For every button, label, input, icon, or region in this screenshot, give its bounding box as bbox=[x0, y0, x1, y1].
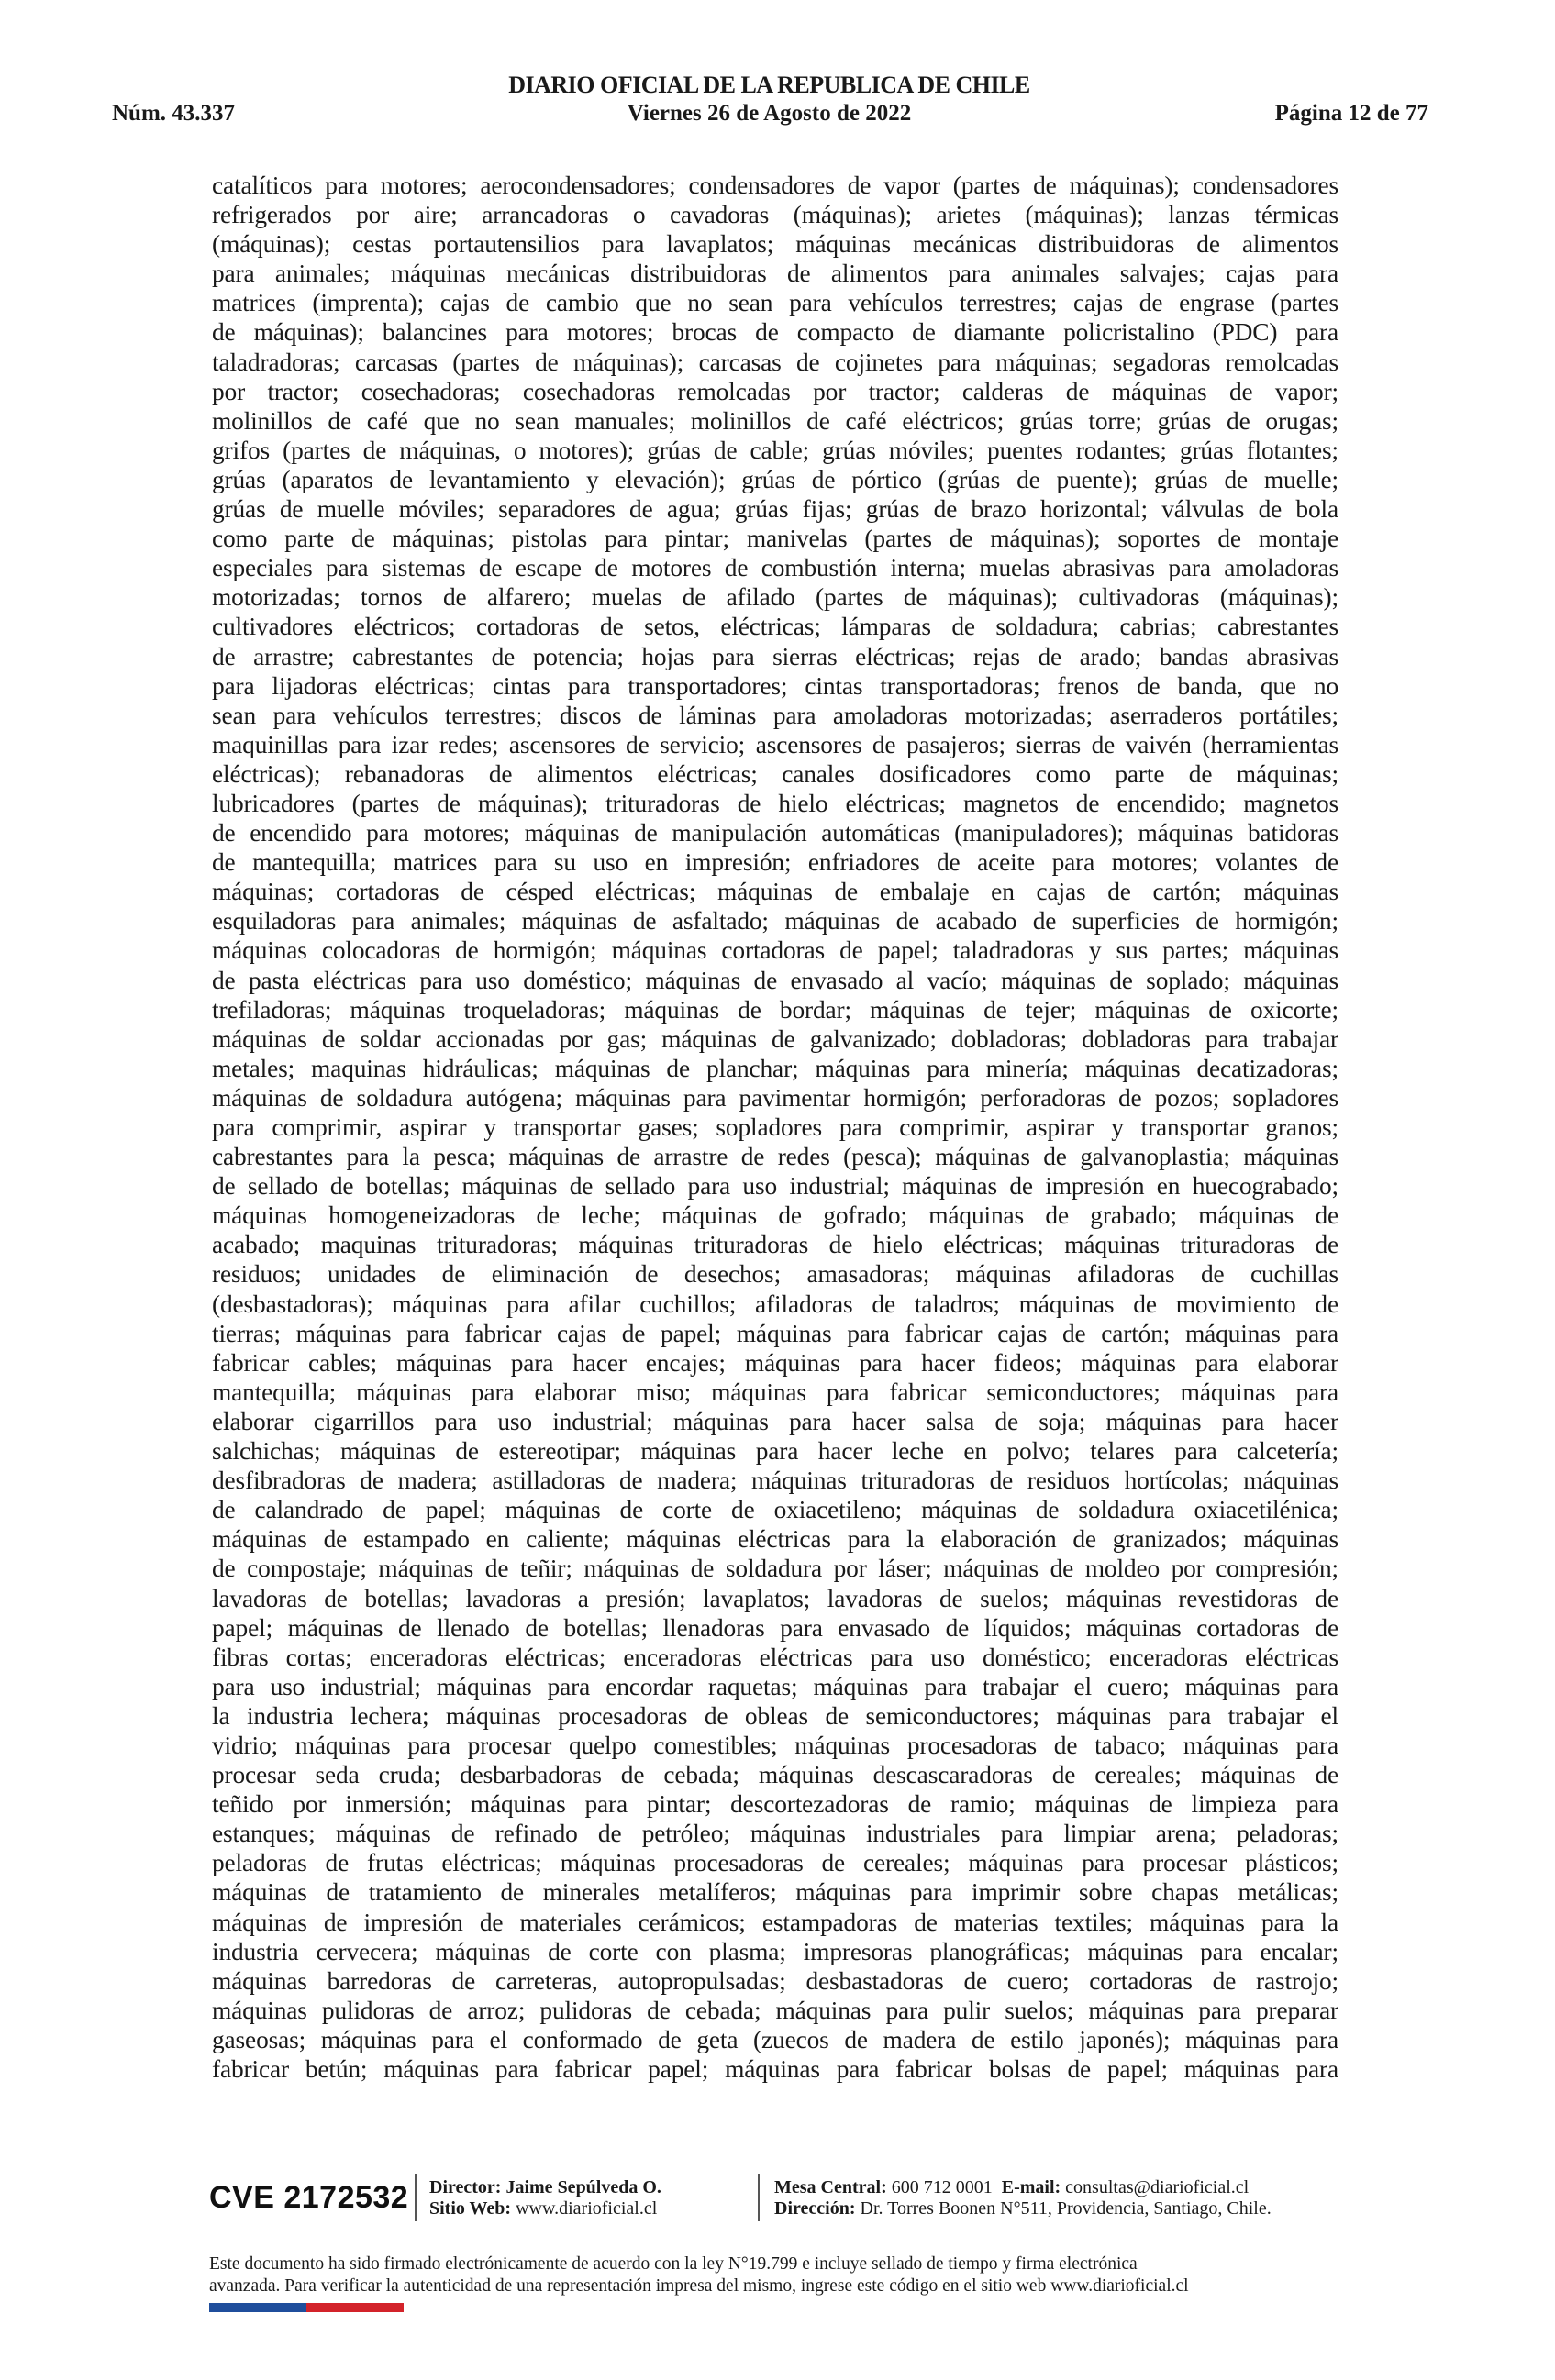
body-line: por tractor; cosechadoras; cosechadoras remolcadas por tractor; calderas de máquinas de vapor; bbox=[212, 377, 1338, 405]
body-line: catalíticos para motores; aerocondensadores; condensadores de vapor (partes de máquinas); condensadores bbox=[212, 172, 1338, 199]
cve-block bbox=[209, 2175, 408, 2219]
body-line: para animales; máquinas mecánicas distribuidoras de alimentos para animales salvajes; cajas para bbox=[212, 260, 1338, 288]
body-line: de máquinas); balancines para motores; brocas de compacto de diamante policristalino (PDC) para bbox=[212, 318, 1338, 347]
body-line: fibras cortas; enceradoras eléctricas; enceradoras eléctricas para uso doméstico; enceradoras eléctricas bbox=[212, 1643, 1338, 1671]
body-line: máquinas barredoras de carreteras, autopropulsadas; desbastadoras de cuero; cortadoras de rastrojo; bbox=[212, 1966, 1338, 1995]
body-line: grifos (partes de máquinas, o motores); grúas de cable; grúas móviles; puentes rodantes; grúas flotantes; bbox=[212, 436, 1338, 464]
body-line: máquinas colocadoras de hormigón; máquinas cortadoras de papel; taladradoras y sus partes; máquinas bbox=[212, 936, 1338, 965]
legal-line: avanzada. Para verificar la autenticidad de una representación impresa del mismo, ingrese este código en el sitio web www.diarioficial.cl bbox=[209, 2276, 1189, 2296]
body-line: sean para vehículos terrestres; discos de láminas para amoladoras motorizadas; aserraderos portátiles; bbox=[212, 701, 1338, 729]
flag-blue-segment bbox=[209, 2303, 306, 2312]
body-line: motorizadas; tornos de alfarero; muelas de afilado (partes de máquinas); cultivadoras (máquinas); bbox=[212, 583, 1338, 612]
flag-red-segment bbox=[306, 2303, 404, 2312]
body-line: vidrio; máquinas para procesar quelpo comestibles; máquinas procesadoras de tabaco; máquinas para bbox=[212, 1731, 1338, 1759]
body-line: elaborar cigarrillos para uso industrial; máquinas para hacer salsa de soja; máquinas para hacer bbox=[212, 1407, 1338, 1435]
body-line: de calandrado de papel; máquinas de corte de oxiacetileno; máquinas de soldadura oxiacetilénica; bbox=[212, 1496, 1338, 1524]
body-line: salchichas; máquinas de estereotipar; máquinas para hacer leche en polvo; telares para calcetería; bbox=[212, 1437, 1338, 1466]
body-line: de encendido para motores; máquinas de manipulación automáticas (manipuladores); máquinas batidoras bbox=[212, 819, 1338, 847]
body-line: de arrastre; cabrestantes de potencia; hojas para sierras eléctricas; rejas de arado; bandas abrasivas bbox=[212, 642, 1338, 670]
body-line: taladradoras; carcasas (partes de máquinas); carcasas de cojinetes para máquinas; segadoras remolcadas bbox=[212, 348, 1338, 376]
phone-number: 600 712 0001 bbox=[891, 2177, 993, 2197]
body-line: procesar seda cruda; desbarbadoras de cebada; máquinas descascaradoras de cereales; máquinas de bbox=[212, 1761, 1338, 1789]
footer-separator bbox=[758, 2174, 760, 2221]
body-line: fabricar betún; máquinas para fabricar papel; máquinas para fabricar bolsas de papel; máquinas para bbox=[212, 2055, 1338, 2083]
body-line: máquinas pulidoras de arroz; pulidoras de cebada; máquinas para pulir suelos; máquinas para preparar bbox=[212, 1996, 1338, 2024]
body-line: cabrestantes para la pesca; máquinas de arrastre de redes (pesca); máquinas de galvanoplastia; máquinas bbox=[212, 1143, 1338, 1171]
body-line: (desbastadoras); máquinas para afilar cuchillos; afiladoras de taladros; máquinas de movimiento de bbox=[212, 1290, 1338, 1318]
body-line: maquinillas para izar redes; ascensores de servicio; ascensores de pasajeros; sierras de vaivén (herramientas bbox=[212, 730, 1338, 758]
body-line: lubricadores (partes de máquinas); trituradoras de hielo eléctricas; magnetos de encendido; magnetos bbox=[212, 789, 1338, 817]
website-label: Sitio Web: bbox=[429, 2198, 512, 2219]
body-text bbox=[212, 171, 1338, 2084]
body-line: de sellado de botellas; máquinas de sellado para uso industrial; máquinas de impresión en huecograbado; bbox=[212, 1172, 1338, 1201]
body-line: para comprimir, aspirar y transportar gases; sopladores para comprimir, aspirar y transportar granos; bbox=[212, 1113, 1338, 1141]
email-label: E-mail: bbox=[1001, 2177, 1061, 2197]
body-line: trefiladoras; máquinas troqueladoras; máquinas de bordar; máquinas de tejer; máquinas de oxicorte; bbox=[212, 995, 1338, 1024]
body-line: esquiladoras para animales; máquinas de asfaltado; máquinas de acabado de superficies de hormigón; bbox=[212, 907, 1338, 935]
body-line: de pasta eléctricas para uso doméstico; máquinas de envasado al vacío; máquinas de soplado; máquinas bbox=[212, 966, 1338, 994]
cve-code: CVE 2172532 bbox=[209, 2179, 409, 2215]
body-line: teñido por inmersión; máquinas para pintar; descortezadoras de ramio; máquinas de limpieza para bbox=[212, 1790, 1338, 1819]
body-line: acabado; maquinas trituradoras; máquinas trituradoras de hielo eléctricas; máquinas trituradoras de bbox=[212, 1231, 1338, 1259]
body-line: molinillos de café que no sean manuales; molinillos de café eléctricos; grúas torre; grúas de orugas; bbox=[212, 406, 1338, 435]
issue-number: Núm. 43.337 bbox=[112, 101, 236, 126]
body-line: desfibradoras de madera; astilladoras de madera; máquinas trituradoras de residuos hortícolas; máquinas bbox=[212, 1467, 1338, 1495]
body-line: máquinas de soldar accionadas por gas; máquinas de galvanizado; dobladoras; dobladoras para trabajar bbox=[212, 1024, 1338, 1053]
body-line: máquinas homogeneizadoras de leche; máquinas de gofrado; máquinas de grabado; máquinas de bbox=[212, 1201, 1338, 1230]
website-link[interactable]: www.diarioficial.cl bbox=[516, 2198, 658, 2219]
body-line: peladoras de frutas eléctricas; máquinas procesadoras de cereales; máquinas para procesar plásticos; bbox=[212, 1849, 1338, 1877]
email-link[interactable]: consultas@diarioficial.cl bbox=[1065, 2177, 1250, 2197]
publication-date: Viernes 26 de Agosto de 2022 bbox=[627, 101, 912, 126]
publication-title: DIARIO OFICIAL DE LA REPUBLICA DE CHILE bbox=[508, 72, 1030, 98]
legal-line: Este documento ha sido firmado electrónicamente de acuerdo con la ley N°19.799 e incluye sellado de tiempo y firma electrónica bbox=[209, 2254, 1138, 2274]
body-line: industria cervecera; máquinas de corte con plasma; impresoras planográficas; máquinas para encalar; bbox=[212, 1937, 1338, 1965]
footer-separator bbox=[415, 2174, 417, 2221]
address: Dr. Torres Boonen N°511, Providencia, Santiago, Chile. bbox=[860, 2198, 1272, 2219]
body-line: de compostaje; máquinas de teñir; máquinas de soldadura por láser; máquinas de moldeo por compresión; bbox=[212, 1555, 1338, 1583]
body-line: como parte de máquinas; pistolas para pintar; manivelas (partes de máquinas); soportes de montaje bbox=[212, 525, 1338, 553]
body-line: eléctricas); rebanadoras de alimentos eléctricas; canales dosificadores como parte de máquinas; bbox=[212, 759, 1338, 788]
page-header bbox=[110, 72, 1428, 138]
body-line: máquinas de estampado en caliente; máquinas eléctricas para la elaboración de granizados; máquinas bbox=[212, 1525, 1338, 1554]
body-line: mantequilla; máquinas para elaborar miso; máquinas para fabricar semiconductores; máquinas para bbox=[212, 1378, 1338, 1406]
body-line: gaseosas; máquinas para el conformado de geta (zuecos de madera de estilo japonés); máquinas para bbox=[212, 2025, 1338, 2053]
body-line: refrigerados por aire; arrancadoras o cavadoras (máquinas); arietes (máquinas); lanzas térmicas bbox=[212, 201, 1338, 229]
director-name: Jaime Sepúlveda O. bbox=[505, 2177, 661, 2197]
body-line: la industria lechera; máquinas procesadoras de obleas de semiconductores; máquinas para trabajar el bbox=[212, 1701, 1338, 1730]
body-line: máquinas de soldadura autógena; máquinas para pavimentar hormigón; perforadoras de pozos; sopladores bbox=[212, 1083, 1338, 1112]
page-number: Página 12 de 77 bbox=[1274, 101, 1428, 126]
body-line: (máquinas); cestas portautensilios para lavaplatos; máquinas mecánicas distribuidoras de alimentos bbox=[212, 230, 1338, 259]
body-line: máquinas de impresión de materiales cerámicos; estampadoras de materias textiles; máquinas para la bbox=[212, 1908, 1338, 1936]
body-line: estanques; máquinas de refinado de petróleo; máquinas industriales para limpiar arena; peladoras; bbox=[212, 1820, 1338, 1848]
body-line: máquinas; cortadoras de césped eléctricas; máquinas de embalaje en cajas de cartón; máquinas bbox=[212, 878, 1338, 906]
address-label: Dirección: bbox=[774, 2198, 856, 2219]
contact-info bbox=[774, 2177, 1272, 2219]
body-line: grúas (aparatos de levantamiento y elevación); grúas de pórtico (grúas de puente); grúas de muelle; bbox=[212, 465, 1338, 493]
body-line: cultivadores eléctricos; cortadoras de setos, eléctricas; lámparas de soldadura; cabrias; cabrestantes bbox=[212, 613, 1338, 641]
director-label: Director: bbox=[429, 2177, 502, 2197]
body-line: fabricar cables; máquinas para hacer encajes; máquinas para hacer fideos; máquinas para elaborar bbox=[212, 1348, 1338, 1377]
body-line: para lijadoras eléctricas; cintas para transportadores; cintas transportadoras; frenos de banda, que no bbox=[212, 671, 1338, 700]
body-line: tierras; máquinas para fabricar cajas de papel; máquinas para fabricar cajas de cartón; máquinas para bbox=[212, 1319, 1338, 1347]
body-line: papel; máquinas de llenado de botellas; llenadoras para envasado de líquidos; máquinas cortadoras de bbox=[212, 1613, 1338, 1642]
body-line: lavadoras de botellas; lavadoras a presión; lavaplatos; lavadoras de suelos; máquinas revestidoras de bbox=[212, 1584, 1338, 1612]
body-line: para uso industrial; máquinas para encordar raquetas; máquinas para trabajar el cuero; máquinas para bbox=[212, 1672, 1338, 1700]
body-line: residuos; unidades de eliminación de desechos; amasadoras; máquinas afiladoras de cuchillas bbox=[212, 1260, 1338, 1289]
body-line: especiales para sistemas de escape de motores de combustión interna; muelas abrasivas para amoladoras bbox=[212, 554, 1338, 582]
body-line: grúas de muelle móviles; separadores de agua; grúas fijas; grúas de brazo horizontal; válvulas de bola bbox=[212, 495, 1338, 524]
flag-color-bar bbox=[209, 2303, 404, 2312]
director-info bbox=[429, 2177, 661, 2219]
phone-label: Mesa Central: bbox=[774, 2177, 887, 2197]
body-line: de mantequilla; matrices para su uso en impresión; enfriadores de aceite para motores; volantes de bbox=[212, 848, 1338, 877]
body-line: máquinas de tratamiento de minerales metalíferos; máquinas para imprimir sobre chapas metálicas; bbox=[212, 1878, 1338, 1907]
body-line: matrices (imprenta); cajas de cambio que no sean para vehículos terrestres; cajas de engrase (partes bbox=[212, 289, 1338, 317]
legal-notice bbox=[209, 2253, 1356, 2297]
body-line: metales; maquinas hidráulicas; máquinas de planchar; máquinas para minería; máquinas decatizadoras; bbox=[212, 1054, 1338, 1082]
